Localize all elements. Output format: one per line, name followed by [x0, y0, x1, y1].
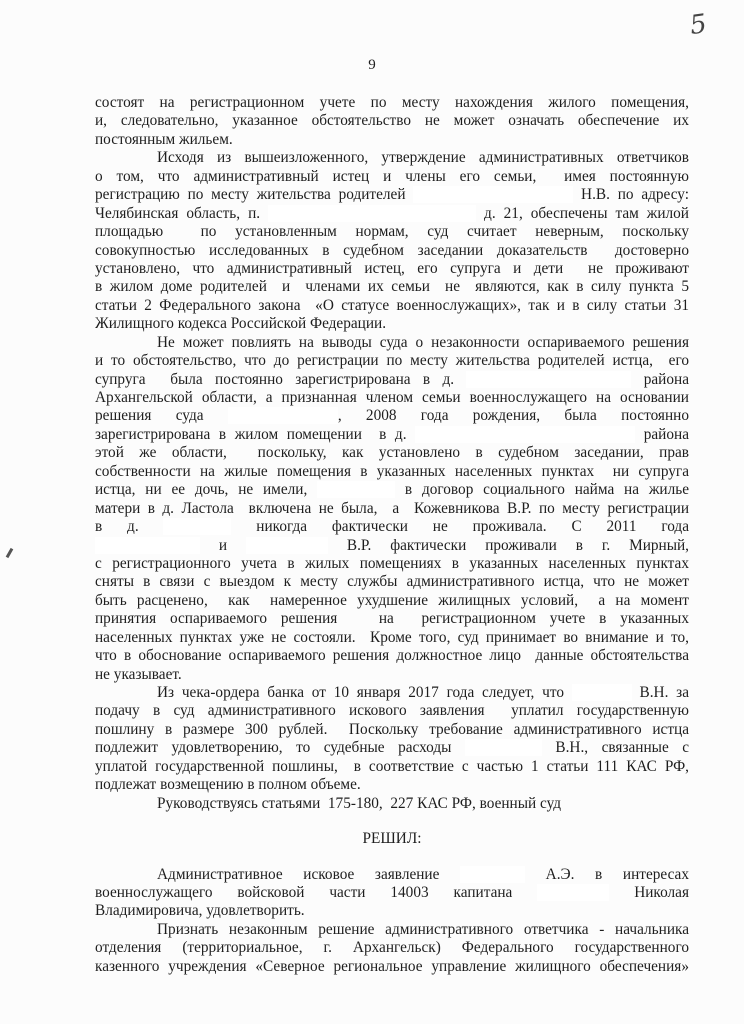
line-text: Из чека-ордера банка от 10 января 2017 года следует, что — [157, 684, 572, 701]
text-line — [95, 94, 689, 112]
text-line — [95, 334, 689, 352]
text-line — [95, 297, 689, 315]
line-text: подлежит удовлетворению, то судебные расходы — [95, 739, 465, 757]
text-line — [95, 315, 689, 333]
line-text: и — [200, 536, 246, 554]
line-text: в д. — [95, 518, 164, 536]
line-text: в жилом доме родителей и членами их семьи не являются, как в силу пункта 5 — [95, 278, 689, 296]
text-line — [95, 629, 689, 647]
redaction-block — [466, 371, 631, 388]
line-text: населенных пунктах уже не состояли. Кроме того, суд принимает во внимание и то, — [95, 628, 689, 646]
line-text: что в обоснование оспариваемого решения должностное лицо данные обстоятельства — [95, 647, 689, 665]
line-text: подачу в суд административного искового заявления уплатил государственную — [95, 702, 689, 720]
line-text: В.Н. за — [631, 684, 689, 701]
line-text: истца, ни ее дочь, не имели, — [95, 481, 318, 499]
line-text: никогда фактически не проживала. С 2011 года — [231, 518, 690, 536]
text-line — [95, 389, 689, 407]
line-text: о том, что административный истец и члены его семьи, имея постоянную — [95, 167, 689, 185]
line-text: матери в д. Ластола включена не была, а Кожевникова В.Р. по месту регистрации — [95, 499, 689, 517]
text-line — [95, 702, 689, 720]
line-text: уплатой государственной пошлины, в соответствие с частью 1 статьи 111 КАС РФ, — [95, 757, 689, 775]
redaction-block — [572, 684, 632, 701]
line-text: А.Э. в интересах — [525, 865, 689, 883]
text-line — [95, 168, 689, 186]
section-heading — [95, 830, 689, 848]
text-line — [95, 242, 689, 260]
redaction-block — [465, 739, 542, 756]
text-line — [95, 149, 689, 167]
line-text: района — [631, 370, 689, 388]
text-line — [95, 573, 689, 591]
text-line — [95, 921, 689, 939]
redaction-block — [228, 407, 338, 424]
redaction-block — [95, 537, 200, 554]
line-text: установлено, что административный истец, его супруга и дети не проживают — [95, 259, 689, 277]
line-text: Жилищного кодекса Российской Федерации. — [95, 315, 387, 333]
line-text: с регистрационного учета в жилых помещениях в указанных населенных пунктах — [95, 554, 689, 572]
line-text: регистрацию по месту жительства родителей — [95, 186, 414, 204]
text-line — [95, 739, 689, 757]
redaction-block — [413, 186, 573, 203]
text-line — [95, 223, 689, 241]
redaction-block — [246, 537, 328, 554]
page-number: 9 — [368, 57, 376, 73]
line-text: Признать незаконным решение административного ответчика - начальника — [157, 920, 689, 938]
text-line — [95, 481, 689, 499]
line-text: не указывает. — [95, 665, 182, 683]
line-text: площадью по установленным нормам, суд считает неверным, поскольку — [95, 223, 689, 241]
text-line — [95, 721, 689, 739]
line-text: принятия оспариваемого решения на регистрационном учете в указанных — [95, 610, 689, 628]
text-line — [95, 537, 689, 555]
line-text: района — [635, 425, 689, 443]
line-text: этой же области, поскольку, как установлено в судебном заседании, прав — [95, 444, 689, 462]
line-text: Не может повлиять на выводы суда о незаконности оспариваемого решения — [157, 333, 689, 351]
document-body — [95, 94, 689, 976]
redaction-block — [415, 426, 635, 443]
text-line — [95, 426, 689, 444]
text-line — [95, 866, 689, 884]
line-text: пошлину в размере 300 рублей. Поскольку требование административного истца — [95, 720, 689, 738]
line-text: супруга была постоянно зарегистрирована в д. — [95, 370, 467, 388]
text-line — [95, 444, 689, 462]
line-text: Челябинская область, п. — [95, 204, 269, 222]
text-line — [95, 205, 689, 223]
text-line — [95, 776, 689, 794]
text-line — [95, 112, 689, 130]
line-text: В.Р. фактически проживали в г. Мирный, — [327, 536, 689, 554]
text-line — [95, 795, 689, 813]
text-line — [95, 352, 689, 370]
line-text: в договор социального найма на жилье — [395, 481, 689, 499]
line-text: подлежат возмещению в полном объеме. — [95, 776, 361, 794]
text-line — [95, 500, 689, 518]
line-text: Владимировича, удовлетворить. — [95, 902, 305, 920]
text-line — [95, 758, 689, 776]
line-text: Архангельской области, а признанная членом семьи военнослужащего на основании — [95, 389, 689, 406]
line-text: состоят на регистрационном учете по месту нахождения жилого помещения, — [95, 94, 689, 111]
handwritten-sheet-number: 5 — [687, 8, 709, 42]
text-line — [95, 463, 689, 481]
line-text: Исходя из вышеизложенного, утверждение административных ответчиков — [157, 149, 689, 167]
text-line — [95, 131, 689, 149]
line-text: сняты в связи с выездом к месту службы административного истца, что не может — [95, 573, 689, 591]
line-text: быть расценено, как намеренное ухудшение жилищных условий, а на момент — [95, 591, 689, 609]
redaction-block — [317, 481, 395, 498]
text-line — [95, 610, 689, 628]
line-text: Н.В. по адресу: — [573, 186, 689, 204]
text-line — [95, 186, 689, 204]
line-text: собственности на жилые помещения в указанных населенных пунктах ни супруга — [95, 462, 689, 480]
line-text: и, следовательно, указанное обстоятельство не может означать обеспечение их — [95, 112, 689, 130]
line-text: Административное исковое заявление — [157, 865, 461, 883]
line-text: казенного учреждения «Северное региональное управление жилищного обеспечения» — [95, 957, 689, 975]
text-line — [95, 666, 689, 684]
text-line — [95, 407, 689, 425]
scan-mark — [6, 548, 14, 558]
text-line — [95, 958, 689, 976]
line-text: отделения (территориальное, г. Архангельск) Федерального государственного — [95, 939, 689, 957]
redaction-block — [460, 866, 525, 883]
text-line — [95, 647, 689, 665]
text-line — [95, 939, 689, 957]
line-text: В.Н., связанные с — [541, 739, 690, 757]
redaction-block — [537, 884, 609, 901]
line-text: зарегистрирована в жилом помещении в д. — [95, 425, 416, 443]
line-text: постоянным жильем. — [95, 130, 233, 148]
text-line — [95, 518, 689, 536]
line-text: РЕШИЛ: — [362, 830, 422, 848]
line-text: , 2008 года рождения, была постоянно — [337, 407, 689, 425]
line-text: Руководствуясь статьями 175-180, 227 КАС РФ, военный суд — [157, 794, 562, 812]
text-line — [95, 684, 689, 702]
text-line — [95, 371, 689, 389]
line-text: Николая — [609, 883, 689, 901]
line-text: статьи 2 Федерального закона «О статусе военнослужащих», так и в силу статьи 31 — [95, 296, 689, 314]
line-text: решения суда — [95, 407, 228, 425]
text-line — [95, 592, 689, 610]
line-text: д. 21, обеспечены там жилой — [476, 204, 689, 222]
text-line — [95, 278, 689, 296]
line-text: совокупностью исследованных в судебном заседании доказательств достоверно — [95, 241, 689, 259]
line-text: и то обстоятельство, что до регистрации по месту жительства родителей истца, его — [95, 352, 689, 370]
text-line — [95, 555, 689, 573]
text-line — [95, 884, 689, 902]
text-line — [95, 902, 689, 920]
redaction-block — [268, 205, 476, 222]
text-line — [95, 260, 689, 278]
line-text: военнослужащего войсковой части 14003 капитана — [95, 883, 538, 901]
redaction-block — [163, 518, 231, 535]
